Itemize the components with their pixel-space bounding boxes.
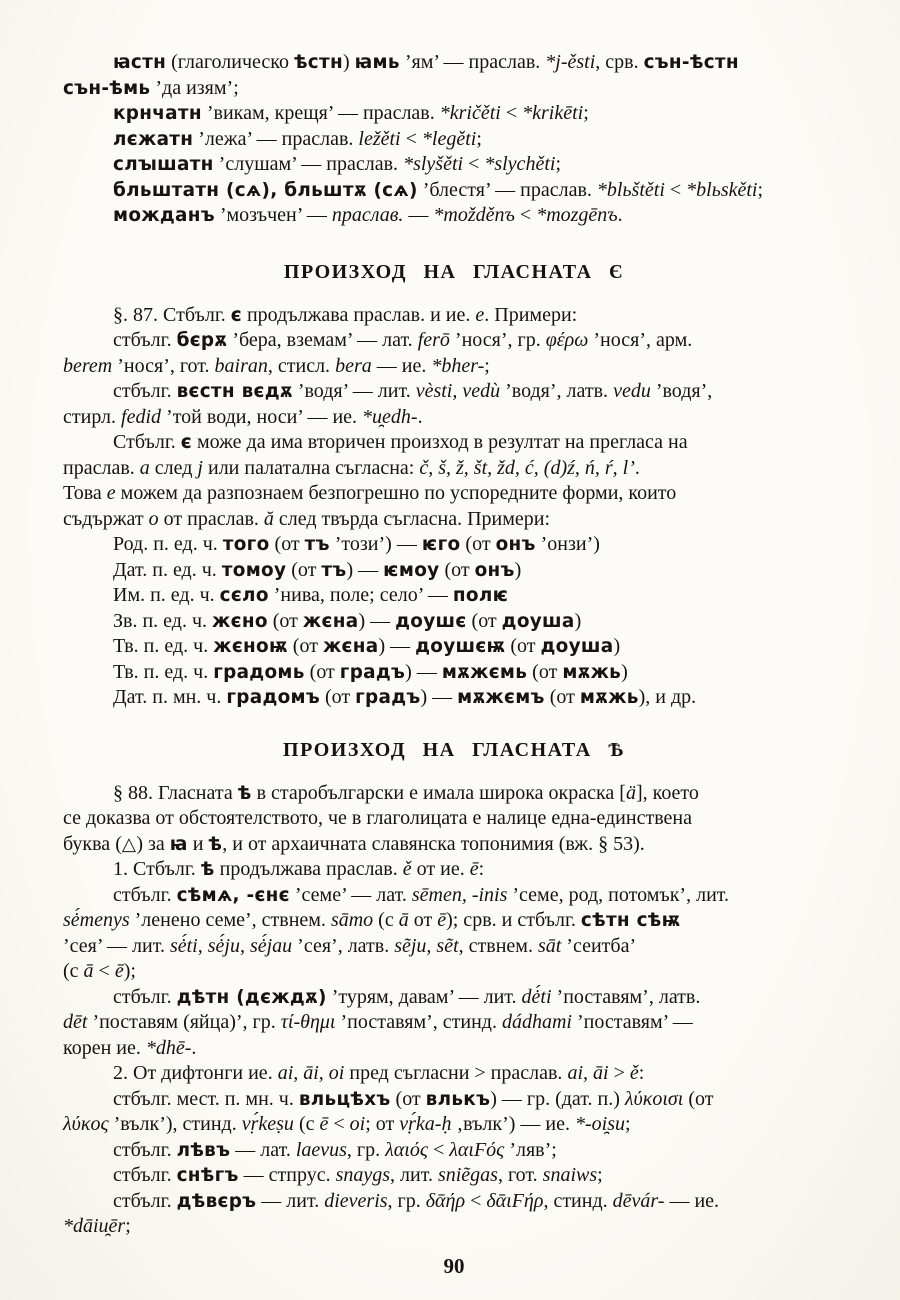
text-line: Това e можем да разпознаем безпогрешно по успоредните форми, които	[63, 482, 677, 504]
text-line: §. 87. Стбълг. є продължава праслав. и ие. e. Примери:	[113, 303, 578, 326]
example-list-87	[63, 532, 845, 711]
paragraph-87	[63, 303, 845, 533]
text-line: праслав. a след j или палатална съгласна: č, š, ž, št, žd, ć, (d)ź, ń, ŕ, l’.	[63, 456, 640, 479]
section-heading-e-origin: ПРОИЗХОД НА ГЛАСНАТА Є	[283, 260, 625, 283]
example-line: Им. п. ед. ч. сєло ’нива, поле; село’ — полѥ	[113, 584, 509, 606]
text-line: dēt ’поставям (яйца)’, гр. τί-θημι ’поставям’, стинд. dádhami ’поставям’ —	[63, 1011, 693, 1033]
page-footer	[63, 1254, 845, 1279]
text-line: се доказва от обстоятелството, че в глаголицата е налице една-единствена	[63, 807, 692, 829]
text-line: 2. От дифтонги ие. ai, āi, oi пред съгласни > праслав. ai, āi > ě:	[113, 1062, 645, 1084]
text-line: *dāiu̯ēr;	[63, 1215, 131, 1237]
example-line: Дат. п. ед. ч. томоу (от тъ) — ѥмоу (от онъ)	[113, 558, 522, 581]
paragraph-88	[63, 781, 845, 1240]
text-line: berem ’нося’, гот. bairan, стисл. bera — ие. *bher-;	[63, 354, 490, 377]
text-line: съдържат o от праслав. ă след твърда съгласна. Примери:	[63, 507, 551, 530]
text-line: стбълг. сѣмѧ, -єнє ’семе’ — лат. sēmen, -inis ’семе, род, потомък’, лит.	[113, 883, 730, 906]
example-line: Зв. п. ед. ч. жєно (от жєна) — доушє (от доуша)	[113, 609, 582, 632]
text-line: § 88. Гласната ѣ в старобългарски е имала широка окраска [ä], което	[113, 781, 699, 804]
intro-paragraph	[63, 50, 845, 229]
text-line: λύκος ’вълк’), стинд. vṛ́keṣu (с ē < oi; от vṛ́ka-ḥ ‚вълк’) — ие. *-oi̯su;	[63, 1113, 631, 1135]
text-line: стбълг. бєрѫ ’бера, вземам’ — лат. ferō ’нося’, гр. φέρω ’нося’, арм.	[113, 329, 693, 351]
text-line: ꙗстн (глаголическо ѣстн) ꙗмь ’ям’ — праслав. *j-ěsti, срв. сън-ѣстн	[113, 51, 739, 73]
example-line: Род. п. ед. ч. того (от тъ ’този’) — ѥго (от онъ ’онзи’)	[113, 533, 600, 555]
text-line: буква (△) за ꙗ и ѣ, и от архаичната славянска топонимия (вж. § 53).	[63, 832, 645, 855]
example-line: Тв. п. ед. ч. жєноѭ (от жєна) — доушєѭ (от доуша)	[113, 635, 621, 657]
section-heading-yat-origin: ПРОИЗХОД НА ГЛАСНАТА Ѣ	[283, 738, 625, 761]
text-line: слꙑшатн ’слушам’ — праслав. *slyšěti < *slychěti;	[113, 153, 561, 175]
text-line: 1. Стбълг. ѣ продължава праслав. ě от ие. ē:	[113, 858, 485, 880]
text-line: стбълг. дѣтн (дєждѫ) ’турям, давам’ — лит. dė́ti ’поставям’, латв.	[113, 985, 701, 1008]
text-line: лєжатн ’лежа’ — праслав. ležěti < *legěti;	[113, 127, 482, 150]
page-number: 90	[443, 1253, 465, 1278]
text-line: (с ā < ē);	[63, 960, 136, 982]
text-line: можданъ ’мозъчен’ — праслав. — *možděnъ < *mozgēnъ.	[113, 204, 623, 226]
text-line: ’сея’ — лит. sė́ti, sė́ju, sė́jau ’сея’, латв. sẽju, sẽt, ствнем. sāt ’сеитба’	[63, 934, 637, 957]
text-line: стирл. fedid ’той води, носи’ — ие. *u̯edh-.	[63, 405, 423, 428]
text-line: стбълг. лѣвъ — лат. laevus, гр. λαιός < λαιϜός ’ляв’;	[113, 1138, 557, 1161]
text-line: sė́menys ’ленено семе’, ствнем. sāmo (с ā от ē); срв. и стбълг. сѣтн сѣѭ	[63, 909, 681, 931]
text-line: корен ие. *dhē-.	[63, 1036, 197, 1059]
text-line: стбълг. дѣвєръ — лит. dieveris, гр. δᾱήρ < δᾱιϜήρ, стинд. dēvár- — ие.	[113, 1189, 720, 1212]
text-line: бльштатн (сѧ), бльштѫ (сѧ) ’блестя’ — праслав. *blьštěti < *blьskěti;	[113, 178, 764, 201]
text-line: стбълг. вєстн вєдѫ ’водя’ — лит. vèsti, vedù ’водя’, латв. vedu ’водя’,	[113, 380, 713, 402]
text-line: крнчатн ’викам, крещя’ — праслав. *kričěti < *krikēti;	[113, 102, 589, 124]
example-line: Дат. п. мн. ч. градомъ (от градъ) — мѫжємъ (от мѫжь), и др.	[113, 686, 697, 708]
text-line: стбълг. снѣгъ — стпрус. snaygs, лит. sniẽgas, гот. snaiws;	[113, 1164, 603, 1186]
text-line: стбълг. мест. п. мн. ч. вльцѣхъ (от влькъ) — гр. (дат. п.) λύκοισι (от	[113, 1087, 714, 1110]
text-line: Стбълг. є може да има вторичен произход в резултат на прегласа на	[113, 431, 688, 453]
text-line: сън-ѣмь ’да изям’;	[63, 76, 239, 99]
example-line: Тв. п. ед. ч. градомь (от градъ) — мѫжємь (от мѫжь)	[113, 660, 628, 683]
